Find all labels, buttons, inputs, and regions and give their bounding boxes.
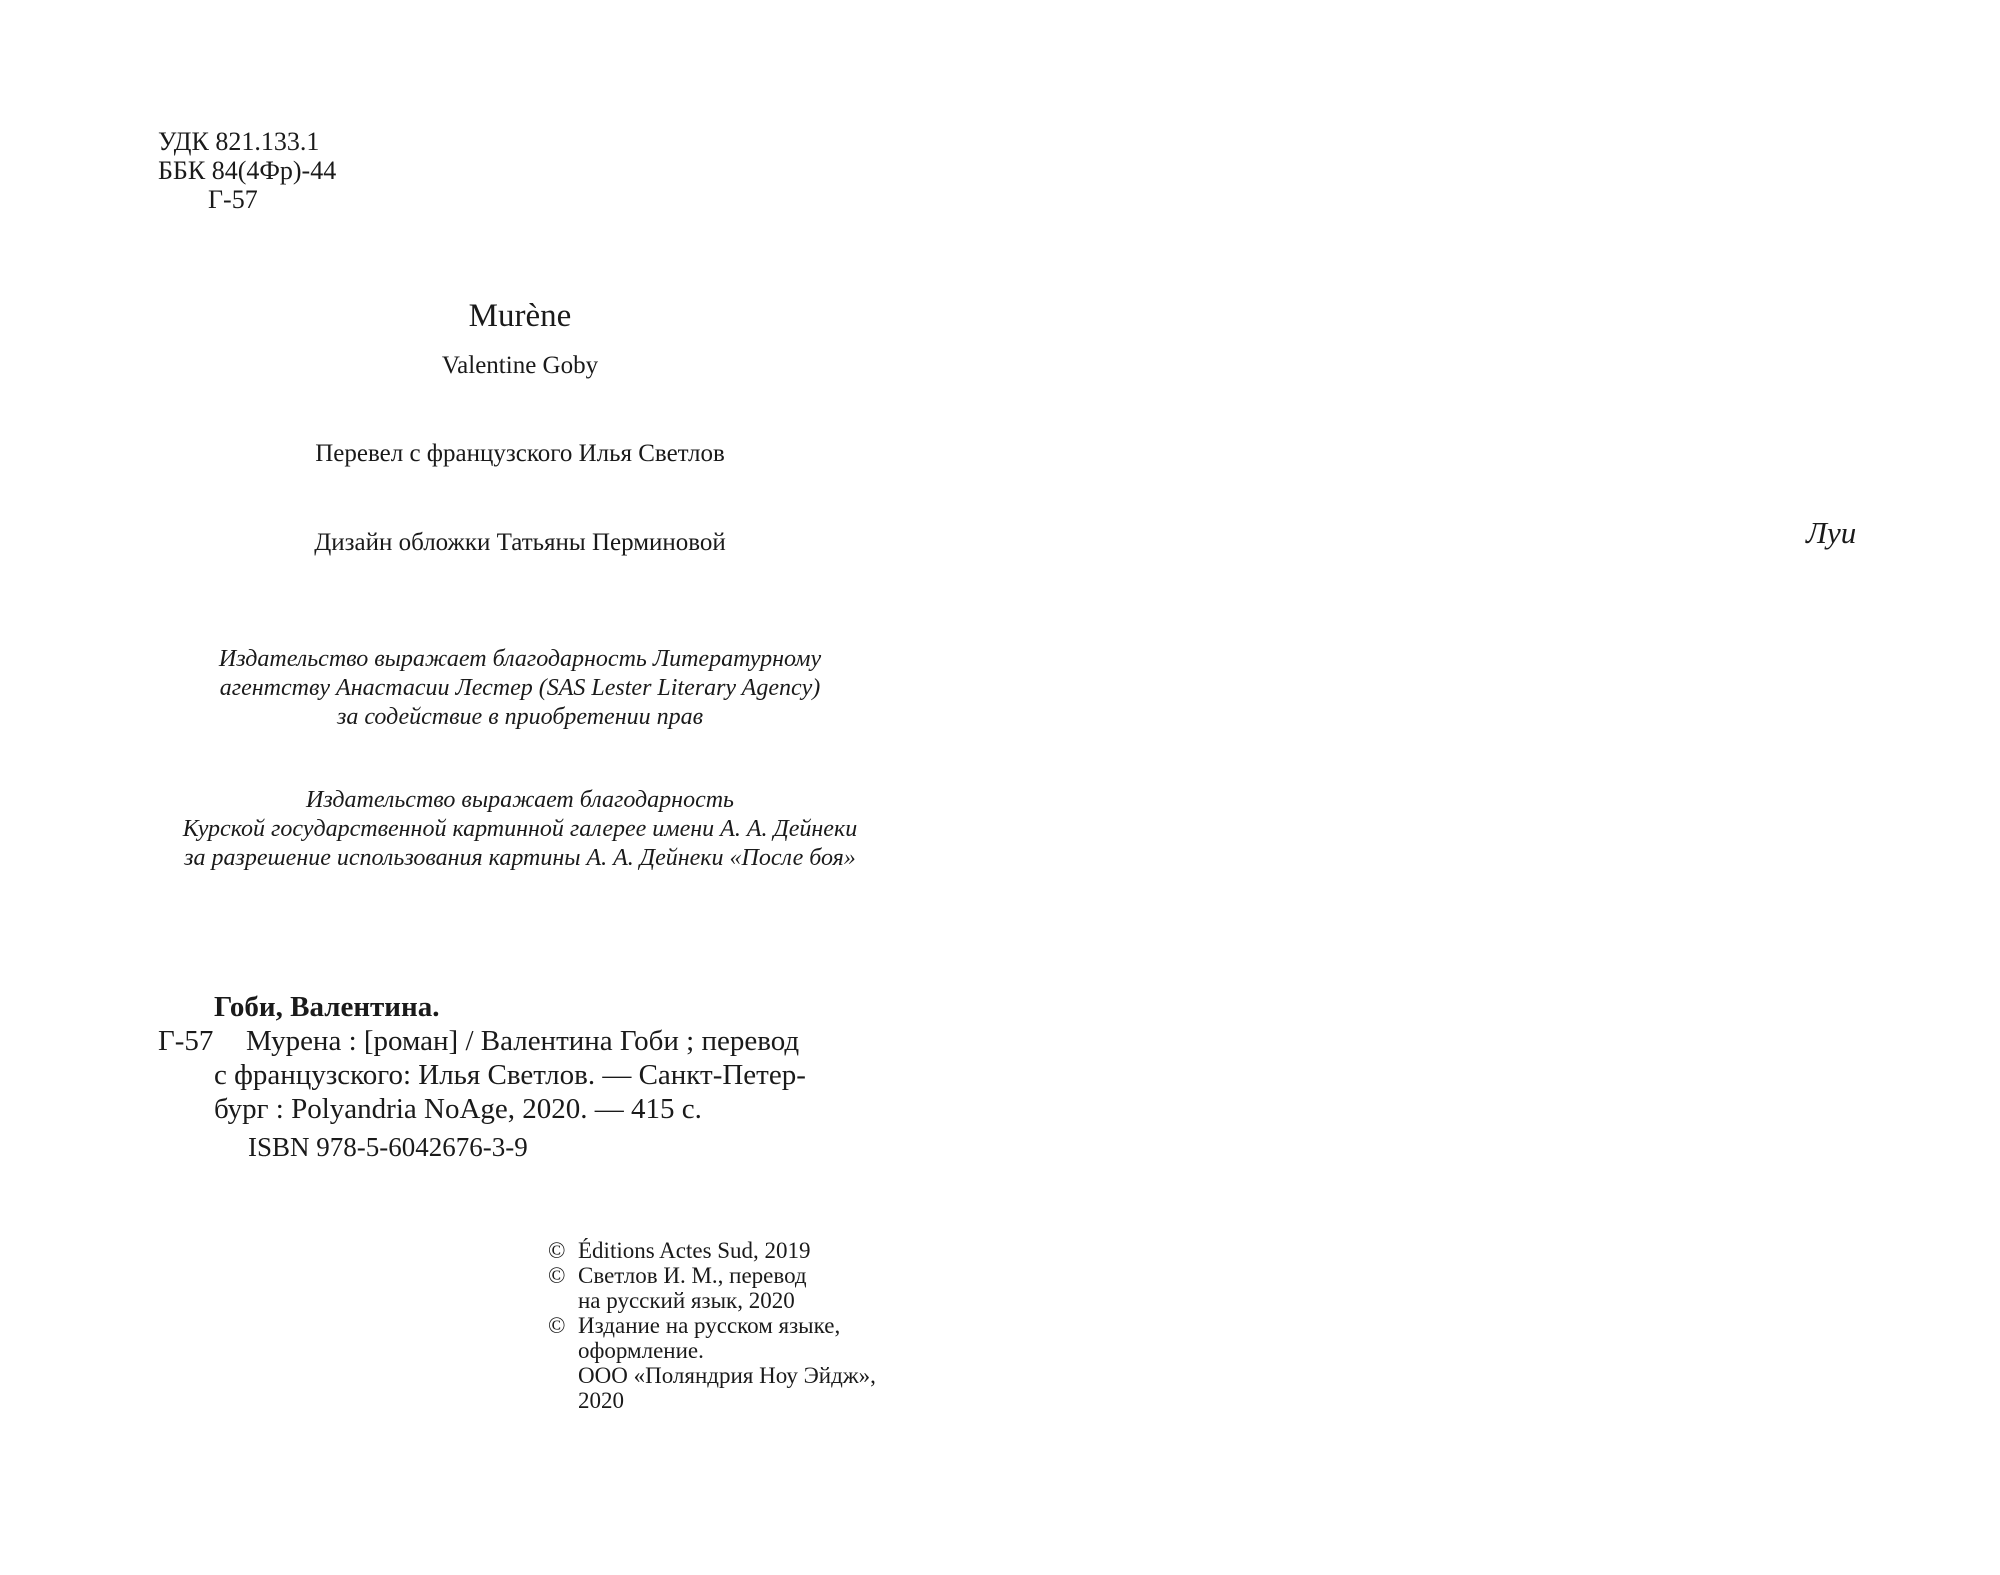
record-line: с французского: Илья Светлов. — Санкт-Петер-	[214, 1059, 806, 1091]
thanks-gallery	[150, 786, 890, 873]
udk-code: УДК 821.133.1	[158, 127, 320, 156]
thanks-agency-line: Издательство выражает благодарность Литературному	[218, 646, 822, 672]
bibliographic-record	[158, 990, 918, 1164]
copyright-line: Издание на русском языке,	[578, 1313, 841, 1338]
thanks-gallery-line: за разрешение использования картины А. А. Дейнеки «После боя»	[184, 845, 856, 871]
copyright-line: Éditions Actes Sud, 2019	[578, 1238, 811, 1263]
copyright-entry	[548, 1313, 876, 1413]
record-line: Мурена : [роман] / Валентина Гоби ; перевод	[246, 1025, 800, 1057]
original-title: Murène	[468, 298, 572, 334]
copyright-line: оформление.	[578, 1338, 704, 1363]
copyright-block	[548, 1238, 876, 1413]
author-mark: Г-57	[208, 185, 258, 214]
thanks-agency	[150, 645, 890, 732]
copyright-entry	[548, 1238, 876, 1263]
copyright-line: 2020	[578, 1388, 624, 1413]
copyright-symbol: ©	[548, 1238, 566, 1263]
cover-design-credit: Дизайн обложки Татьяны Перминовой	[314, 529, 726, 556]
original-author: Valentine Goby	[441, 352, 599, 379]
dedication: Луи	[1806, 515, 1857, 550]
isbn: ISBN 978-5-6042676-3-9	[248, 1132, 528, 1162]
translator-credit: Перевел с французского Илья Светлов	[315, 440, 725, 467]
copyright-symbol: ©	[548, 1313, 566, 1338]
thanks-agency-line: агентству Анастасии Лестер (SAS Lester Literary Agency)	[219, 675, 821, 701]
thanks-gallery-line: Курской государственной картинной галерее имени А. А. Дейнеки	[182, 816, 858, 842]
thanks-agency-line: за содействие в приобретении прав	[336, 704, 704, 730]
classification-codes	[158, 127, 336, 214]
copyright-line: Светлов И. М., перевод	[578, 1263, 807, 1288]
copyright-entry	[548, 1263, 876, 1313]
copyright-line: ООО «Поляндрия Ноу Эйдж»,	[578, 1363, 876, 1388]
record-line: бург : Polyandria NoAge, 2020. — 415 с.	[214, 1093, 702, 1125]
bbk-code: ББК 84(4Фр)-44	[158, 156, 337, 185]
copyright-symbol: ©	[548, 1263, 566, 1288]
copyright-line: на русский язык, 2020	[578, 1288, 795, 1313]
record-code: Г-57	[158, 1025, 214, 1057]
record-body	[158, 1024, 918, 1126]
record-author: Гоби, Валентина.	[214, 991, 440, 1023]
thanks-gallery-line: Издательство выражает благодарность	[306, 787, 734, 813]
